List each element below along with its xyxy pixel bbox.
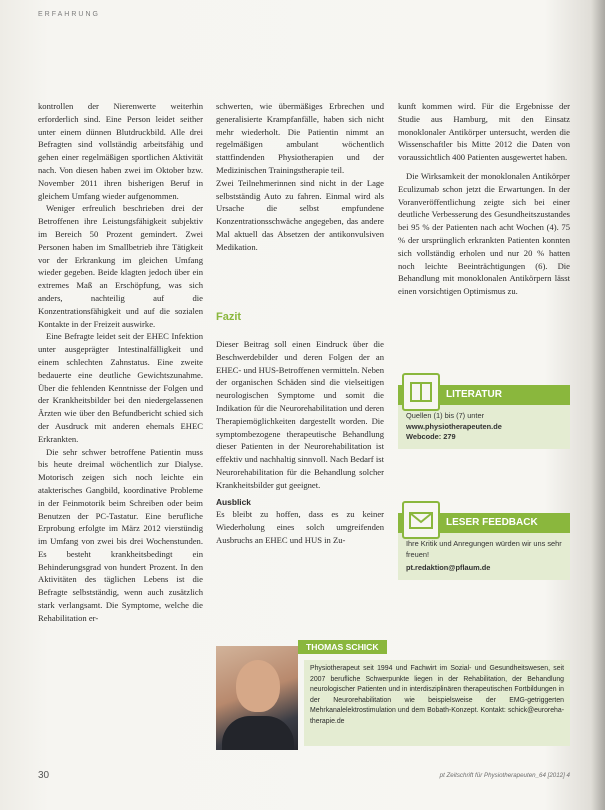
literatur-box [398,385,570,449]
paragraph: Die sehr schwer betroffene Patientin muss bis heute dreimal wöchentlich zur Dialyse. Motorisch zeigen sich noch leichte ein atakterisches Gangbild, koordinative Probleme in der Feinmotorik beim Schreiben oder beim Benutzen der PC-Tastatur. Eine berufliche Erprobung erfolgte im März 2012 vierstündig im Umfang von zwei bis drei Wochenstunden. Es besteht krankheitsbedingt ein Behinderungsgrad von hundert Prozent. In den Aktivitäten des täglichen Lebens ist die Befragte selbstständig, wenn auch zusätzlich stark verlangsamt. Die Symptome, welche die Rehabilitation er- [38,446,203,623]
literatur-url[interactable]: www.physiotherapeuten.de [406,421,502,431]
text-column-middle-bottom [216,338,384,594]
author-photo [216,646,298,750]
author-shirt [222,716,294,750]
feedback-header [398,513,570,533]
page-number: 30 [38,770,50,781]
fazit-heading: Fazit [216,311,242,323]
literatur-line: Quellen (1) bis (7) unter [406,411,485,420]
paragraph: kunft kommen wird. Für die Ergebnisse der Studie aus Hamburg, mit den Einsatz monoklonaler Antikörper untersucht, werden die Wissenschaftler bis Mitte 2012 die Daten von voraussichtlich 400 Patienten ausgewertet haben. [398,101,570,163]
paragraph: Die Wirksamkeit der monoklonalen Antikörper Eculizumab schon jetzt die Erwartungen. In der Voranveröffentlichung zeigte sich bei einer deutliche Verbesserung des Gesundheitszustandes bei 95 % der Patienten nach acht Wochen (4). 75 % der ursprünglich erkrankten Patienten konnten sich vollständig erholen und nur 20 % hatten noch leichte Beeinträchtigungen (6). Die Behandlung mit monoklonalen Antikörpern lässt einen vorsichtigen Optimismus zu. [398,170,570,297]
feedback-email[interactable]: pt.redaktion@pflaum.de [406,563,491,572]
paragraph: Eine Befragte leidet seit der EHEC Infektion unter ausgeprägter Intestinalfälligkeit und einem schlechten Zahnstatus. Eine zweite bedauerte eine deutliche Gewichtszunahme. Über die fehlenden Kenntnisse der Folgen und der Krankheitsbilder bei den niedergelassenen Ärzten wie über den Befundbericht schied sich der Ausdruck mit anderen ehemals EHEC Erkrankten. [38,331,203,444]
text-column-middle-top: schwerten, wie übermäßiges Erbrechen und generalisierte Krampfanfälle, haben sich nicht mehr wiederholt. Die Patientin nimmt an regelmäßigen ambulant wöchentlich stattfindenden Physiotherapien und der Medizinischen Trainingstherapie teil. Zwei Teilnehmerinnen sind nicht in der Lage selbstständig Auto zu fahren. Einmal wird als Ursache die selbst empfundene Konzentrationsschwäche angegeben, das andere Mal aktuell das Absetzen der antikonvulsiven Medikation. [216,101,384,252]
page-spine-shadow [591,0,605,810]
book-icon [402,373,440,411]
author-bio: Physiotherapeut seit 1994 und Fachwirt im Sozial- und Gesundheitswesen, seit 2007 berufliche Schwerpunkte liegen in der Rehabilitation, der Behandlung neurologischer Patienten und in interdisziplinären therapeutischen Fortbildungen in der Neurorehabilitation wie beispielsweise der EMG-getriggerten Mehrkanalelektrostimulation und dem Bobath-Konzept. Kontakt: schick@euroreha-therapie.de [304,660,570,746]
feedback-box [398,513,570,580]
literatur-title: LITERATUR [446,389,502,400]
envelope-icon [402,501,440,539]
text-column-left [38,100,203,760]
fazit-paragraph: Dieser Beitrag soll einen Eindruck über die Beschwerdebilder und deren Folgen der an EHEC- und HUS-Betroffenen vermitteln. Neben der organischen Schäden sind die vielseitigen neurologischen Symptome und somit die Indikation für die Neurorehabilitation und deren Therapiemöglichkeiten dargestellt worden. Die symptombezogene therapeutische Behandlung dieser Patienten in der Neurorehabilitation ist effektiv und nachhaltig sinnvoll. Nach Bedarf ist Neurorehabilitation für die Behandlung solcher Krankheitsbilder gut geeignet. [216,339,384,490]
paragraph: Weniger erfreulich beschrieben drei der Betroffenen ihre Leistungsfähigkeit subjektiv im Bereich 50 Prozent gemindert. Zwei Personen haben im Smallbetrieb ihre Tätigkeit vor der Erkrankung im gleichen Umfang wieder gegeben. Beide klagten jedoch über ein extremes Maß an Erschöpfung, was sich anders, nachteilig auf die Konzentrationsfähigkeit und auf die sozialen Kontakte in der Freizeit auswirke. [38,203,203,329]
ausblick-paragraph: Es bleibt zu hoffen, dass es zu keiner Wiederholung eines solch umgreifenden Ausbruchs an EHEC und HUS in Zu- [216,509,384,545]
literatur-webcode: Webcode: 279 [406,432,456,441]
feedback-line: Ihre Kritik und Anregungen würden wir uns sehr freuen! [406,539,562,559]
author-block [216,640,570,748]
author-face [236,660,280,712]
ausblick-heading: Ausblick [216,496,251,507]
paragraph: kontrollen der Nierenwerte weiterhin erforderlich sind. Eine Person leidet seither unter einem dünnen Blutdruckbild. Alle drei Befragten sind vollständig arbeitsfähig und gehen einer regelmäßigen sportlichen Aktivität nach. Von diesen haben zwei im Oktober bzw. November 2011 ihren bisherigen Beruf in gleichem Umfang wieder aufgenommen. [38,101,203,201]
literatur-header [398,385,570,405]
journal-footer: pt Zeitschrift für Physiotherapeuten_64 [2012] 4 [439,772,570,779]
section-label: ERFAHRUNG [38,11,100,18]
author-name: THOMAS SCHICK [298,640,387,654]
feedback-title: LESER FEEDBACK [446,517,538,528]
text-column-right [398,100,570,372]
